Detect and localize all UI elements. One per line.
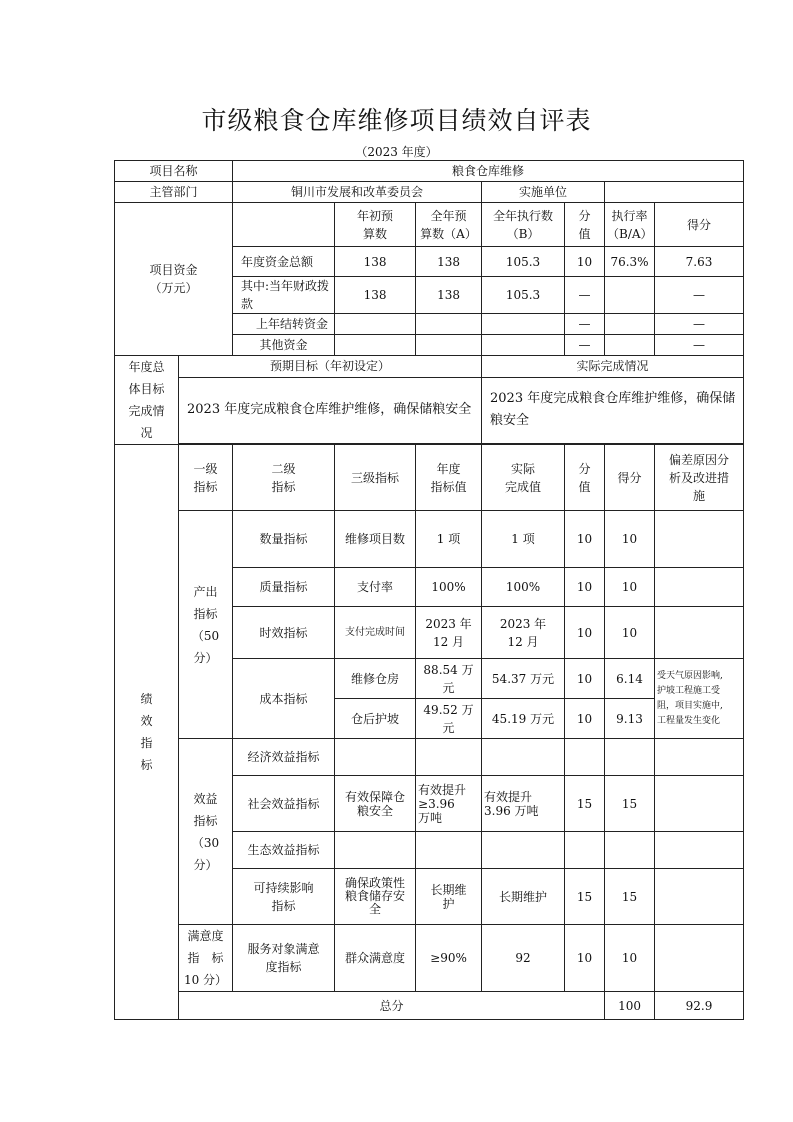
ind-score-value bbox=[565, 739, 605, 776]
ind-header-target: 年度 指标值 bbox=[416, 445, 482, 511]
ind-score-value: 10 bbox=[565, 511, 605, 568]
ind-score: 10 bbox=[605, 568, 655, 607]
ind-actual: 54.37 万元 bbox=[482, 659, 565, 699]
ind-score-value: 10 bbox=[565, 607, 605, 659]
ind-score-value: 15 bbox=[565, 776, 605, 832]
funds-section-label: 项目资金 （万元） bbox=[115, 203, 233, 356]
ind-score-value: 10 bbox=[565, 925, 605, 992]
ind-header-l3: 三级指标 bbox=[335, 445, 416, 511]
ind-score-value bbox=[565, 832, 605, 869]
funds-row-label: 其他资金 bbox=[233, 335, 335, 356]
ind-score: 15 bbox=[605, 776, 655, 832]
evaluation-table bbox=[114, 160, 744, 1020]
funds-row-label: 上年结转资金 bbox=[233, 314, 335, 335]
funds-header-initial-budget: 年初预 算数 bbox=[335, 203, 416, 247]
ind-l2: 经济效益指标 bbox=[233, 739, 335, 776]
ind-header-l2: 二级 指标 bbox=[233, 445, 335, 511]
ind-l2: 时效指标 bbox=[233, 607, 335, 659]
funds-cell: 105.3 bbox=[482, 277, 565, 314]
funds-cell bbox=[335, 335, 416, 356]
ind-l3: 群众满意度 bbox=[335, 925, 416, 992]
funds-cell: 7.63 bbox=[655, 247, 744, 277]
actual-result-text: 2023 年度完成粮食仓库维护维修，确保储粮安全 bbox=[482, 377, 744, 443]
funds-cell: 138 bbox=[335, 247, 416, 277]
ind-target bbox=[416, 832, 482, 869]
ind-target bbox=[416, 739, 482, 776]
funds-cell: — bbox=[565, 335, 605, 356]
ind-target: 100% bbox=[416, 568, 482, 607]
ind-score: 9.13 bbox=[605, 699, 655, 739]
page-title: 市级粮食仓库维修项目绩效自评表 bbox=[201, 106, 592, 135]
ind-header-score: 得分 bbox=[605, 445, 655, 511]
ind-score-value: 10 bbox=[565, 699, 605, 739]
ind-deviation bbox=[655, 739, 744, 776]
ind-actual: 92 bbox=[482, 925, 565, 992]
funds-row-label: 年度资金总额 bbox=[233, 247, 335, 277]
ind-l3: 维修仓房 bbox=[335, 659, 416, 699]
funds-cell: 10 bbox=[565, 247, 605, 277]
ind-l2: 可持续影响 指标 bbox=[233, 869, 335, 925]
funds-cell bbox=[605, 277, 655, 314]
ind-deviation bbox=[655, 925, 744, 992]
dept-label: 主管部门 bbox=[115, 182, 233, 203]
expected-goal-text: 2023 年度完成粮食仓库维护维修，确保储粮安全 bbox=[179, 377, 482, 443]
ind-l3: 维修项目数 bbox=[335, 511, 416, 568]
ind-l3: 支付率 bbox=[335, 568, 416, 607]
funds-cell: — bbox=[655, 314, 744, 335]
ind-target: ≥90% bbox=[416, 925, 482, 992]
funds-header-blank bbox=[233, 203, 335, 247]
total-score-value: 100 bbox=[605, 992, 655, 1020]
ind-actual: 100% bbox=[482, 568, 565, 607]
ind-target: 有效提升 ≥3.96 万吨 bbox=[416, 776, 482, 832]
project-name-label: 项目名称 bbox=[115, 161, 233, 182]
output-indicator-label: 产出 指标 （50 分） bbox=[179, 511, 233, 739]
deviation-note: 受天气原因影响, 护坡工程施工受 阻，项目实施中, 工程量发生变化 bbox=[655, 659, 744, 739]
ind-actual: 有效提升 3.96 万吨 bbox=[482, 776, 565, 832]
ind-deviation bbox=[655, 869, 744, 925]
ind-score-value: 10 bbox=[565, 568, 605, 607]
funds-cell bbox=[605, 314, 655, 335]
funds-cell bbox=[416, 335, 482, 356]
ind-header-actual: 实际 完成值 bbox=[482, 445, 565, 511]
ind-l2: 数量指标 bbox=[233, 511, 335, 568]
total-score: 92.9 bbox=[655, 992, 744, 1020]
total-label: 总分 bbox=[179, 992, 605, 1020]
ind-target: 88.54 万 元 bbox=[416, 659, 482, 699]
ind-header-l1: 一级 指标 bbox=[179, 445, 233, 511]
funds-cell: — bbox=[565, 314, 605, 335]
funds-cell: 76.3% bbox=[605, 247, 655, 277]
funds-header-exec-rate: 执行率 （B/A） bbox=[605, 203, 655, 247]
ind-deviation bbox=[655, 568, 744, 607]
expected-goal-header: 预期目标（年初设定） bbox=[179, 356, 482, 378]
funds-cell bbox=[416, 314, 482, 335]
ind-score: 10 bbox=[605, 511, 655, 568]
funds-cell: — bbox=[565, 277, 605, 314]
ind-l3: 有效保障仓 粮安全 bbox=[335, 776, 416, 832]
ind-target: 长期维 护 bbox=[416, 869, 482, 925]
ind-actual bbox=[482, 739, 565, 776]
ind-l2: 服务对象满意 度指标 bbox=[233, 925, 335, 992]
ind-header-deviation: 偏差原因分 析及改进措 施 bbox=[655, 445, 744, 511]
funds-header-score-value: 分 值 bbox=[565, 203, 605, 247]
benefit-indicator-label: 效益 指标 （30 分） bbox=[179, 739, 233, 925]
funds-cell bbox=[605, 335, 655, 356]
ind-score-value: 10 bbox=[565, 659, 605, 699]
ind-actual: 45.19 万元 bbox=[482, 699, 565, 739]
funds-header-annual-budget: 全年预 算数（A） bbox=[416, 203, 482, 247]
satisfaction-indicator-label: 满意度 指 标 10 分） bbox=[179, 925, 233, 992]
ind-score bbox=[605, 739, 655, 776]
funds-cell: 138 bbox=[416, 277, 482, 314]
ind-actual: 长期维护 bbox=[482, 869, 565, 925]
ind-l3: 确保政策性 粮食储存安 全 bbox=[335, 869, 416, 925]
ind-l2: 质量指标 bbox=[233, 568, 335, 607]
ind-score: 10 bbox=[605, 607, 655, 659]
ind-score: 15 bbox=[605, 869, 655, 925]
ind-score-value: 15 bbox=[565, 869, 605, 925]
ind-header-score-value: 分 值 bbox=[565, 445, 605, 511]
ind-l3 bbox=[335, 739, 416, 776]
ind-deviation bbox=[655, 832, 744, 869]
ind-target: 1 项 bbox=[416, 511, 482, 568]
impl-unit-value bbox=[605, 182, 744, 203]
goals-section-label: 年度总 体目标 完成情 况 bbox=[115, 356, 179, 445]
ind-deviation bbox=[655, 776, 744, 832]
ind-l3 bbox=[335, 832, 416, 869]
funds-row-label: 其中:当年财政拨款 bbox=[233, 277, 335, 314]
indicators-section-label: 绩 效 指 标 bbox=[115, 445, 179, 1020]
ind-l3: 仓后护坡 bbox=[335, 699, 416, 739]
ind-deviation bbox=[655, 607, 744, 659]
funds-header-score: 得分 bbox=[655, 203, 744, 247]
ind-deviation bbox=[655, 511, 744, 568]
ind-actual bbox=[482, 832, 565, 869]
funds-header-executed: 全年执行数 （B） bbox=[482, 203, 565, 247]
ind-score: 6.14 bbox=[605, 659, 655, 699]
actual-result-header: 实际完成情况 bbox=[482, 356, 744, 378]
project-name-value: 粮食仓库维修 bbox=[233, 161, 744, 182]
ind-score: 10 bbox=[605, 925, 655, 992]
funds-cell bbox=[482, 335, 565, 356]
ind-actual: 2023 年 12 月 bbox=[482, 607, 565, 659]
ind-target: 49.52 万 元 bbox=[416, 699, 482, 739]
impl-unit-label: 实施单位 bbox=[482, 182, 605, 203]
funds-cell: — bbox=[655, 335, 744, 356]
ind-l2: 成本指标 bbox=[233, 659, 335, 739]
funds-cell bbox=[482, 314, 565, 335]
funds-cell: 138 bbox=[416, 247, 482, 277]
funds-cell: 138 bbox=[335, 277, 416, 314]
ind-score bbox=[605, 832, 655, 869]
funds-cell bbox=[335, 314, 416, 335]
ind-l2: 社会效益指标 bbox=[233, 776, 335, 832]
ind-target: 2023 年 12 月 bbox=[416, 607, 482, 659]
ind-l3: 支付完成时间 bbox=[335, 607, 416, 659]
funds-cell: — bbox=[655, 277, 744, 314]
ind-actual: 1 项 bbox=[482, 511, 565, 568]
ind-l2: 生态效益指标 bbox=[233, 832, 335, 869]
year-label: （2023 年度） bbox=[355, 145, 438, 159]
dept-value: 铜川市发展和改革委员会 bbox=[233, 182, 482, 203]
funds-cell: 105.3 bbox=[482, 247, 565, 277]
